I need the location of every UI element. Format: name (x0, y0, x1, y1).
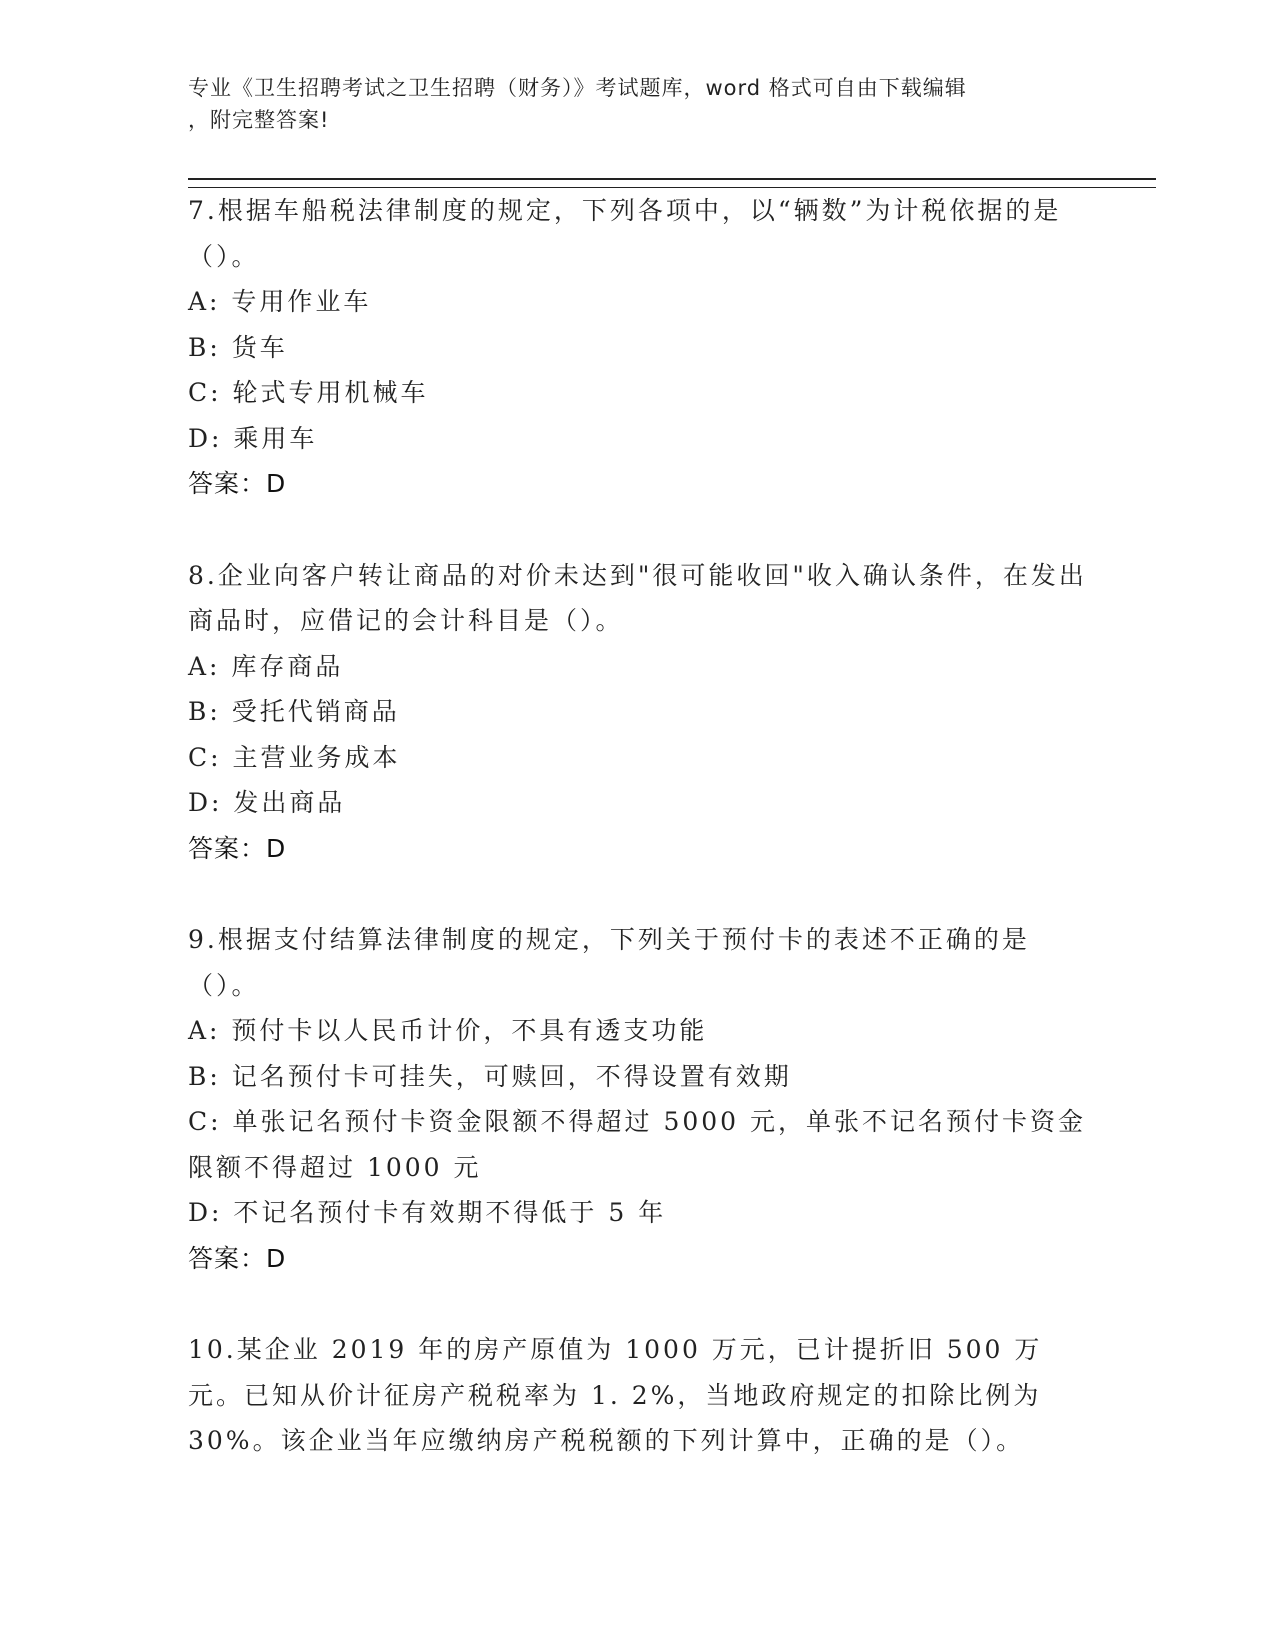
header-divider (188, 178, 1156, 188)
question-9 (188, 917, 1088, 1281)
option-d: D: 发出商品 (188, 788, 346, 817)
option-a: A: 专用作业车 (188, 287, 372, 316)
header-line-2: ，附完整答案! (188, 108, 330, 132)
question-text: 10.某企业 2019 年的房产原值为 1000 万元，已计提折旧 500 万元。已知从价计征房产税税率为 1. 2%，当地政府规定的扣除比例为 30%。该企业当年应缴纳房产税税额的下列计算中，正确的是（）。 (188, 1335, 1043, 1455)
question-text: 8.企业向客户转让商品的对价未达到"很可能收回"收入确认条件，在发出商品时，应借记的会计科目是（）。 (188, 560, 1087, 635)
option-c: C: 单张记名预付卡资金限额不得超过 5000 元，单张不记名预付卡资金限额不得超过 1000 元 (188, 1107, 1087, 1182)
document-header (188, 72, 1088, 136)
option-b: B: 记名预付卡可挂失，可赎回，不得设置有效期 (188, 1061, 792, 1091)
option-d: D: 乘用车 (188, 423, 318, 453)
question-text: 7.根据车船税法律制度的规定，下列各项中，以“辆数”为计税依据的是（）。 (188, 196, 1062, 271)
option-a: A: 预付卡以人民币计价，不具有透支功能 (188, 1016, 708, 1045)
question-7 (188, 188, 1088, 507)
option-c: C: 主营业务成本 (188, 742, 401, 772)
header-line-1: 专业《卫生招聘考试之卫生招聘（财务）》考试题库，word 格式可自由下载编辑 (188, 76, 967, 100)
answer-label: 答案：D (188, 1243, 287, 1273)
question-10 (188, 1327, 1088, 1464)
option-a: A: 库存商品 (188, 651, 344, 681)
question-list (188, 188, 1088, 1510)
option-b: B: 货车 (188, 332, 288, 362)
question-text: 9.根据支付结算法律制度的规定，下列关于预付卡的表述不正确的是（）。 (188, 925, 1030, 1000)
answer-label: 答案：D (188, 833, 287, 863)
option-c: C: 轮式专用机械车 (188, 378, 429, 407)
option-b: B: 受托代销商品 (188, 697, 400, 726)
question-8 (188, 553, 1088, 872)
option-d: D: 不记名预付卡有效期不得低于 5 年 (188, 1198, 667, 1227)
answer-label: 答案：D (188, 469, 287, 498)
